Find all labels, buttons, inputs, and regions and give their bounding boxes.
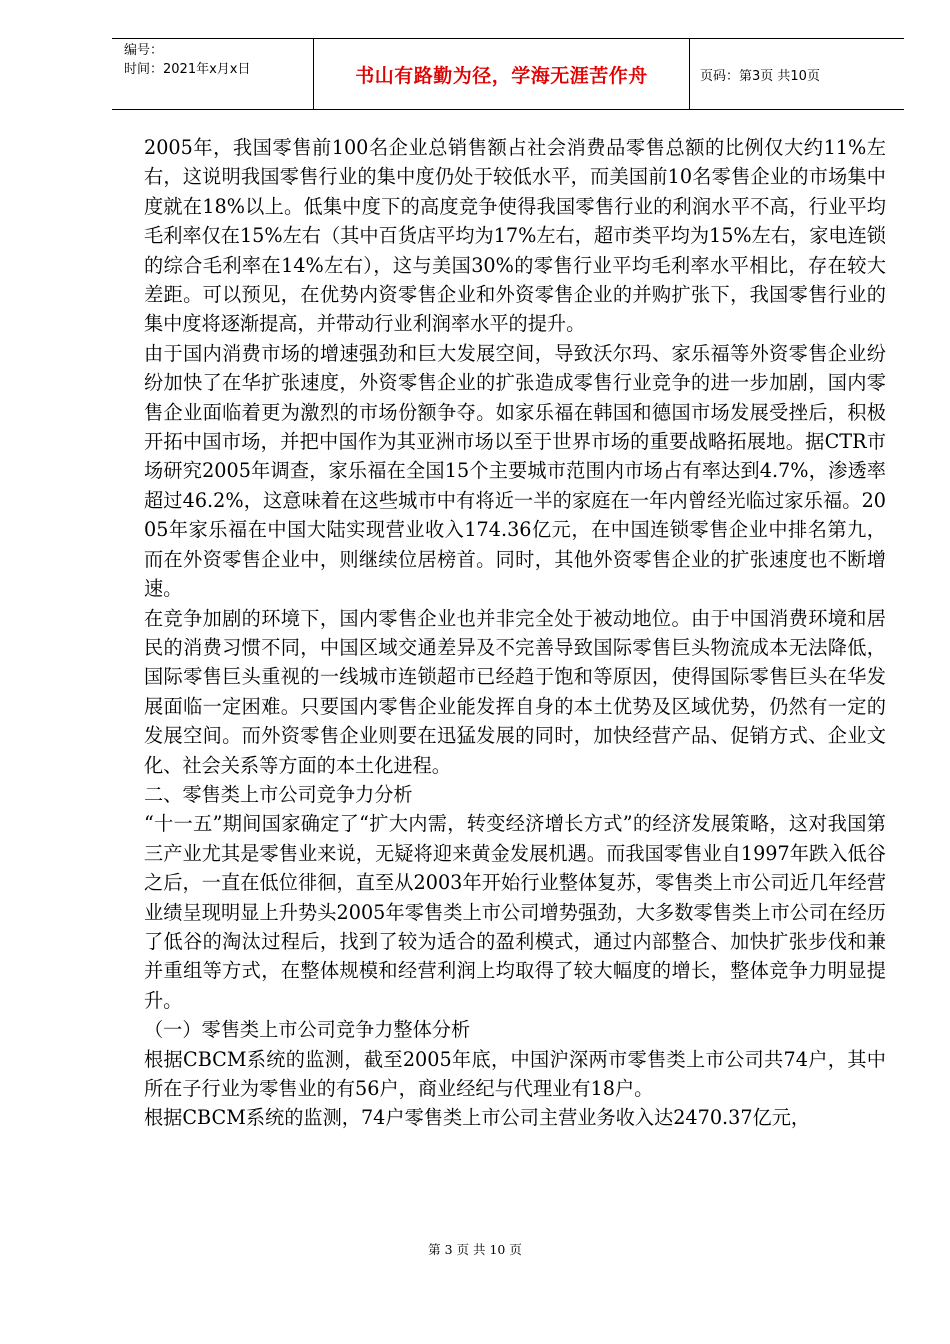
subsection-heading: （一）零售类上市公司竞争力整体分析 <box>144 1018 471 1042</box>
document-date: 时间：2021年x月x日 <box>124 62 251 77</box>
paragraph: 在竞争加剧的环境下，国内零售企业也并非完全处于被动地位。由于中国消费环境和居民的消费习惯不同，中国区域交通差异及不完善导致国际零售巨头物流成本无法降低，国际零售巨头重视的一线城市连锁超市已经趋于饱和等原因，使得国际零售巨头在华发展面临一定困难。只要国内零售企业能发挥自身的本土优势及区域优势，仍然有一定的发展空间。而外资零售企业则要在迅猛发展的同时，加快经营产品、促销方式、企业文化、社会关系等方面的本土化进程。 <box>144 606 886 777</box>
header-page-cell <box>690 39 904 109</box>
paragraph: 根据CBCM系统的监测，截至2005年底，中国沪深两市零售类上市公司共74户，其中所在子行业为零售业的有56户，商业经纪与代理业有18户。 <box>144 1047 886 1100</box>
document-number: 编号： <box>124 43 164 58</box>
header-meta <box>112 39 314 109</box>
paragraph: 2005年，我国零售前100名企业总销售额占社会消费品零售总额的比例仅大约11%左右，这说明我国零售行业的集中度仍处于较低水平，而美国前10名零售企业的市场集中度就在18%以上。低集中度下的高度竞争使得我国零售行业的利润水平不高，行业平均毛利率仅在15%左右（其中百货店平均为17%左右，超市类平均为15%左右，家电连锁的综合毛利率在14%左右），这与美国30%的零售行业平均毛利率水平相比，存在较大差距。可以预见，在优势内资零售企业和外资零售企业的并购扩张下，我国零售行业的集中度将逐渐提高，并带动行业利润率水平的提升。 <box>144 136 886 336</box>
header-motto: 书山有路勤为径，学海无涯苦作舟 <box>355 64 648 87</box>
header-page-number: 页码：第3页 共10页 <box>700 68 820 84</box>
paragraph: “十一五”期间国家确定了“扩大内需，转变经济增长方式”的经济发展策略，这对我国第三产业尤其是零售业来说，无疑将迎来黄金发展机遇。而我国零售业自1997年跌入低谷之后，一直在低位徘徊，直至从2003年开始行业整体复苏，零售类上市公司近几年经营业绩呈现明显上升势头2005年零售类上市公司增势强劲，大多数零售类上市公司在经历了低谷的淘汰过程后，找到了较为适合的盈利模式，通过内部整合、加快扩张步伐和兼并重组等方式，在整体规模和经营利润上均取得了较大幅度的增长，整体竞争力明显提升。 <box>144 812 886 1012</box>
paragraph: 根据CBCM系统的监测，74户零售类上市公司主营业务收入达2470.37亿元， <box>144 1106 811 1130</box>
document-body <box>144 133 886 1133</box>
page-footer: 第 3 页 共 10 页 <box>428 1242 522 1257</box>
paragraph: 由于国内消费市场的增速强劲和巨大发展空间，导致沃尔玛、家乐福等外资零售企业纷纷加快了在华扩张速度，外资零售企业的扩张造成零售行业竞争的进一步加剧，国内零售企业面临着更为激烈的市场份额争夺。如家乐福在韩国和德国市场发展受挫后，积极开拓中国市场，并把中国作为其亚洲市场以至于世界市场的重要战略拓展地。据CTR市场研究2005年调查，家乐福在全国15个主要城市范围内市场占有率达到4.7%，渗透率超过46.2%，这意味着在这些城市中有将近一半的家庭在一年内曾经光临过家乐福。2005年家乐福在中国大陆实现营业收入174.36亿元，在中国连锁零售企业中排名第九，而在外资零售企业中，则继续位居榜首。同时，其他外资零售企业的扩张速度也不断增速。 <box>144 341 886 601</box>
section-heading: 二、零售类上市公司竞争力分析 <box>144 782 413 806</box>
header-motto-cell <box>314 39 690 109</box>
page-header <box>112 38 904 110</box>
